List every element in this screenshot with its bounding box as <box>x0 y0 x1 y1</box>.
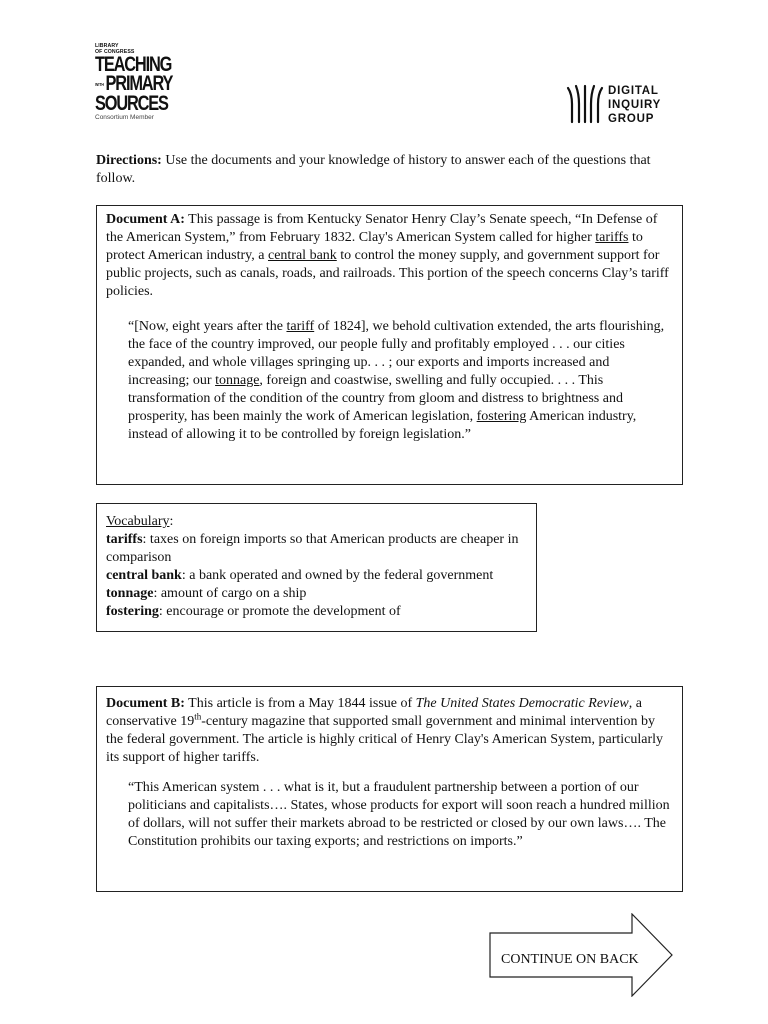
document-a-intro-text-2: to protect American industry, a <box>106 230 643 263</box>
tps-logo-with: WITH <box>95 81 104 87</box>
continue-on-back-arrow <box>489 913 673 997</box>
vocabulary-definition: : amount of cargo on a ship <box>153 586 307 601</box>
document-a-intro <box>106 211 673 301</box>
dig-logo-line1: DIGITAL <box>608 85 659 97</box>
dig-logo <box>566 84 676 126</box>
document-b-publication-title: The United States Democratic Review <box>415 696 629 711</box>
document-a-box <box>96 205 683 485</box>
document-a-term-central-bank: central bank <box>267 248 337 263</box>
document-a-quote-term-tonnage: tonnage <box>215 373 260 388</box>
document-b-label: Document B: <box>106 696 185 711</box>
vocabulary-term: central bank <box>106 568 182 583</box>
document-b-intro <box>106 695 673 767</box>
vocabulary-item <box>106 603 527 621</box>
dig-logo-line2: INQUIRY <box>608 99 662 111</box>
document-a-quote <box>128 318 673 444</box>
document-b-quote: “This American system . . . what is it, but a fraudulent partnership between a portion of our politicians and capitalists…. States, whose products for export will soon reach a hundred million of dollars, will not suffer their markets abroad to be restricted or closed by our own laws…. The Constitution prohibits our taxing exports; and restrictions on imports.” <box>128 780 670 849</box>
dig-logo-mark-icon <box>566 84 604 124</box>
tps-logo-sources: SOURCES <box>95 91 168 115</box>
document-a-quote-text-4: American industry, instead of allowing it to be controlled by foreign legislation.” <box>128 409 637 442</box>
vocabulary-item <box>106 585 527 603</box>
document-a-quote-text-1: “[Now, eight years after the <box>128 319 287 334</box>
tps-logo-teaching: TEACHING <box>95 53 172 76</box>
vocabulary-definition: : a bank operated and owned by the federal government <box>181 568 494 583</box>
directions-label: Directions: <box>96 153 162 168</box>
tps-logo-primary: PRIMARY <box>105 72 173 95</box>
tps-logo-line2: OF CONGRESS <box>95 48 135 55</box>
vocabulary-term: tonnage <box>106 586 154 601</box>
tps-logo-line1: LIBRARY <box>95 43 119 49</box>
document-b-intro-text-1: This article is from a May 1844 issue of <box>184 696 416 711</box>
dig-logo-text <box>608 84 661 126</box>
continue-on-back-label: CONTINUE ON BACK <box>501 952 639 967</box>
directions-text: Use the documents and your knowledge of history to answer each of the questions that follow. <box>96 153 651 186</box>
document-b-intro-text-3: -century magazine that supported small government and minimal intervention by the federal government. The article is highly critical of Henry Clay's American System, particularly its support of higher tariffs. <box>106 714 664 765</box>
vocabulary-definition: : encourage or promote the development of <box>158 604 401 619</box>
tps-logo <box>95 44 175 136</box>
document-a-quote-text-2: of 1824], we behold cultivation extended, the arts flourishing, the face of the country improved, our people fully and profitably employed . . . our cities expanded, and whole villages springing up. . . ; our exports and imports increased and increasing; our <box>128 319 665 388</box>
document-a-label: Document A: <box>106 212 185 227</box>
tps-logo-member: Consortium Member <box>95 113 154 121</box>
directions <box>96 152 676 188</box>
document-b-box <box>96 686 683 892</box>
vocabulary-definition: : taxes on foreign imports so that American products are cheaper in comparison <box>106 532 519 565</box>
vocabulary-term: tariffs <box>106 532 143 547</box>
vocabulary-title: Vocabulary <box>106 514 170 529</box>
document-b-intro-text-2: , a conservative 19 <box>106 696 642 729</box>
document-a-quote-term-fostering: fostering <box>476 409 527 424</box>
vocabulary-item <box>106 567 527 585</box>
document-a-term-tariffs: tariffs <box>595 230 629 245</box>
vocabulary-box <box>96 503 537 632</box>
document-a-intro-text-3: to control the money supply, and government support for public projects, such as canals, roads, and railroads. This portion of the speech concerns Clay’s tariff policies. <box>106 248 669 299</box>
vocabulary-colon: : <box>169 514 174 529</box>
document-a-quote-text-3: , foreign and coastwise, swelling and fully occupied. . . . This transformation of the condition of the country from gloom and distress to brightness and prosperity, has been mainly the work of American legislation, <box>128 373 623 424</box>
dig-logo-line3: GROUP <box>608 113 655 125</box>
document-b-superscript: th <box>194 711 202 722</box>
vocabulary-item <box>106 531 527 567</box>
document-a-intro-text-1: This passage is from Kentucky Senator Henry Clay’s Senate speech, “In Defense of the American System,” from February 1832. Clay's American System called for higher <box>106 212 658 245</box>
vocabulary-heading <box>106 513 527 531</box>
vocabulary-term: fostering <box>106 604 159 619</box>
document-a-quote-term-tariff: tariff <box>286 319 315 334</box>
tps-logo-primary-row <box>95 72 173 95</box>
